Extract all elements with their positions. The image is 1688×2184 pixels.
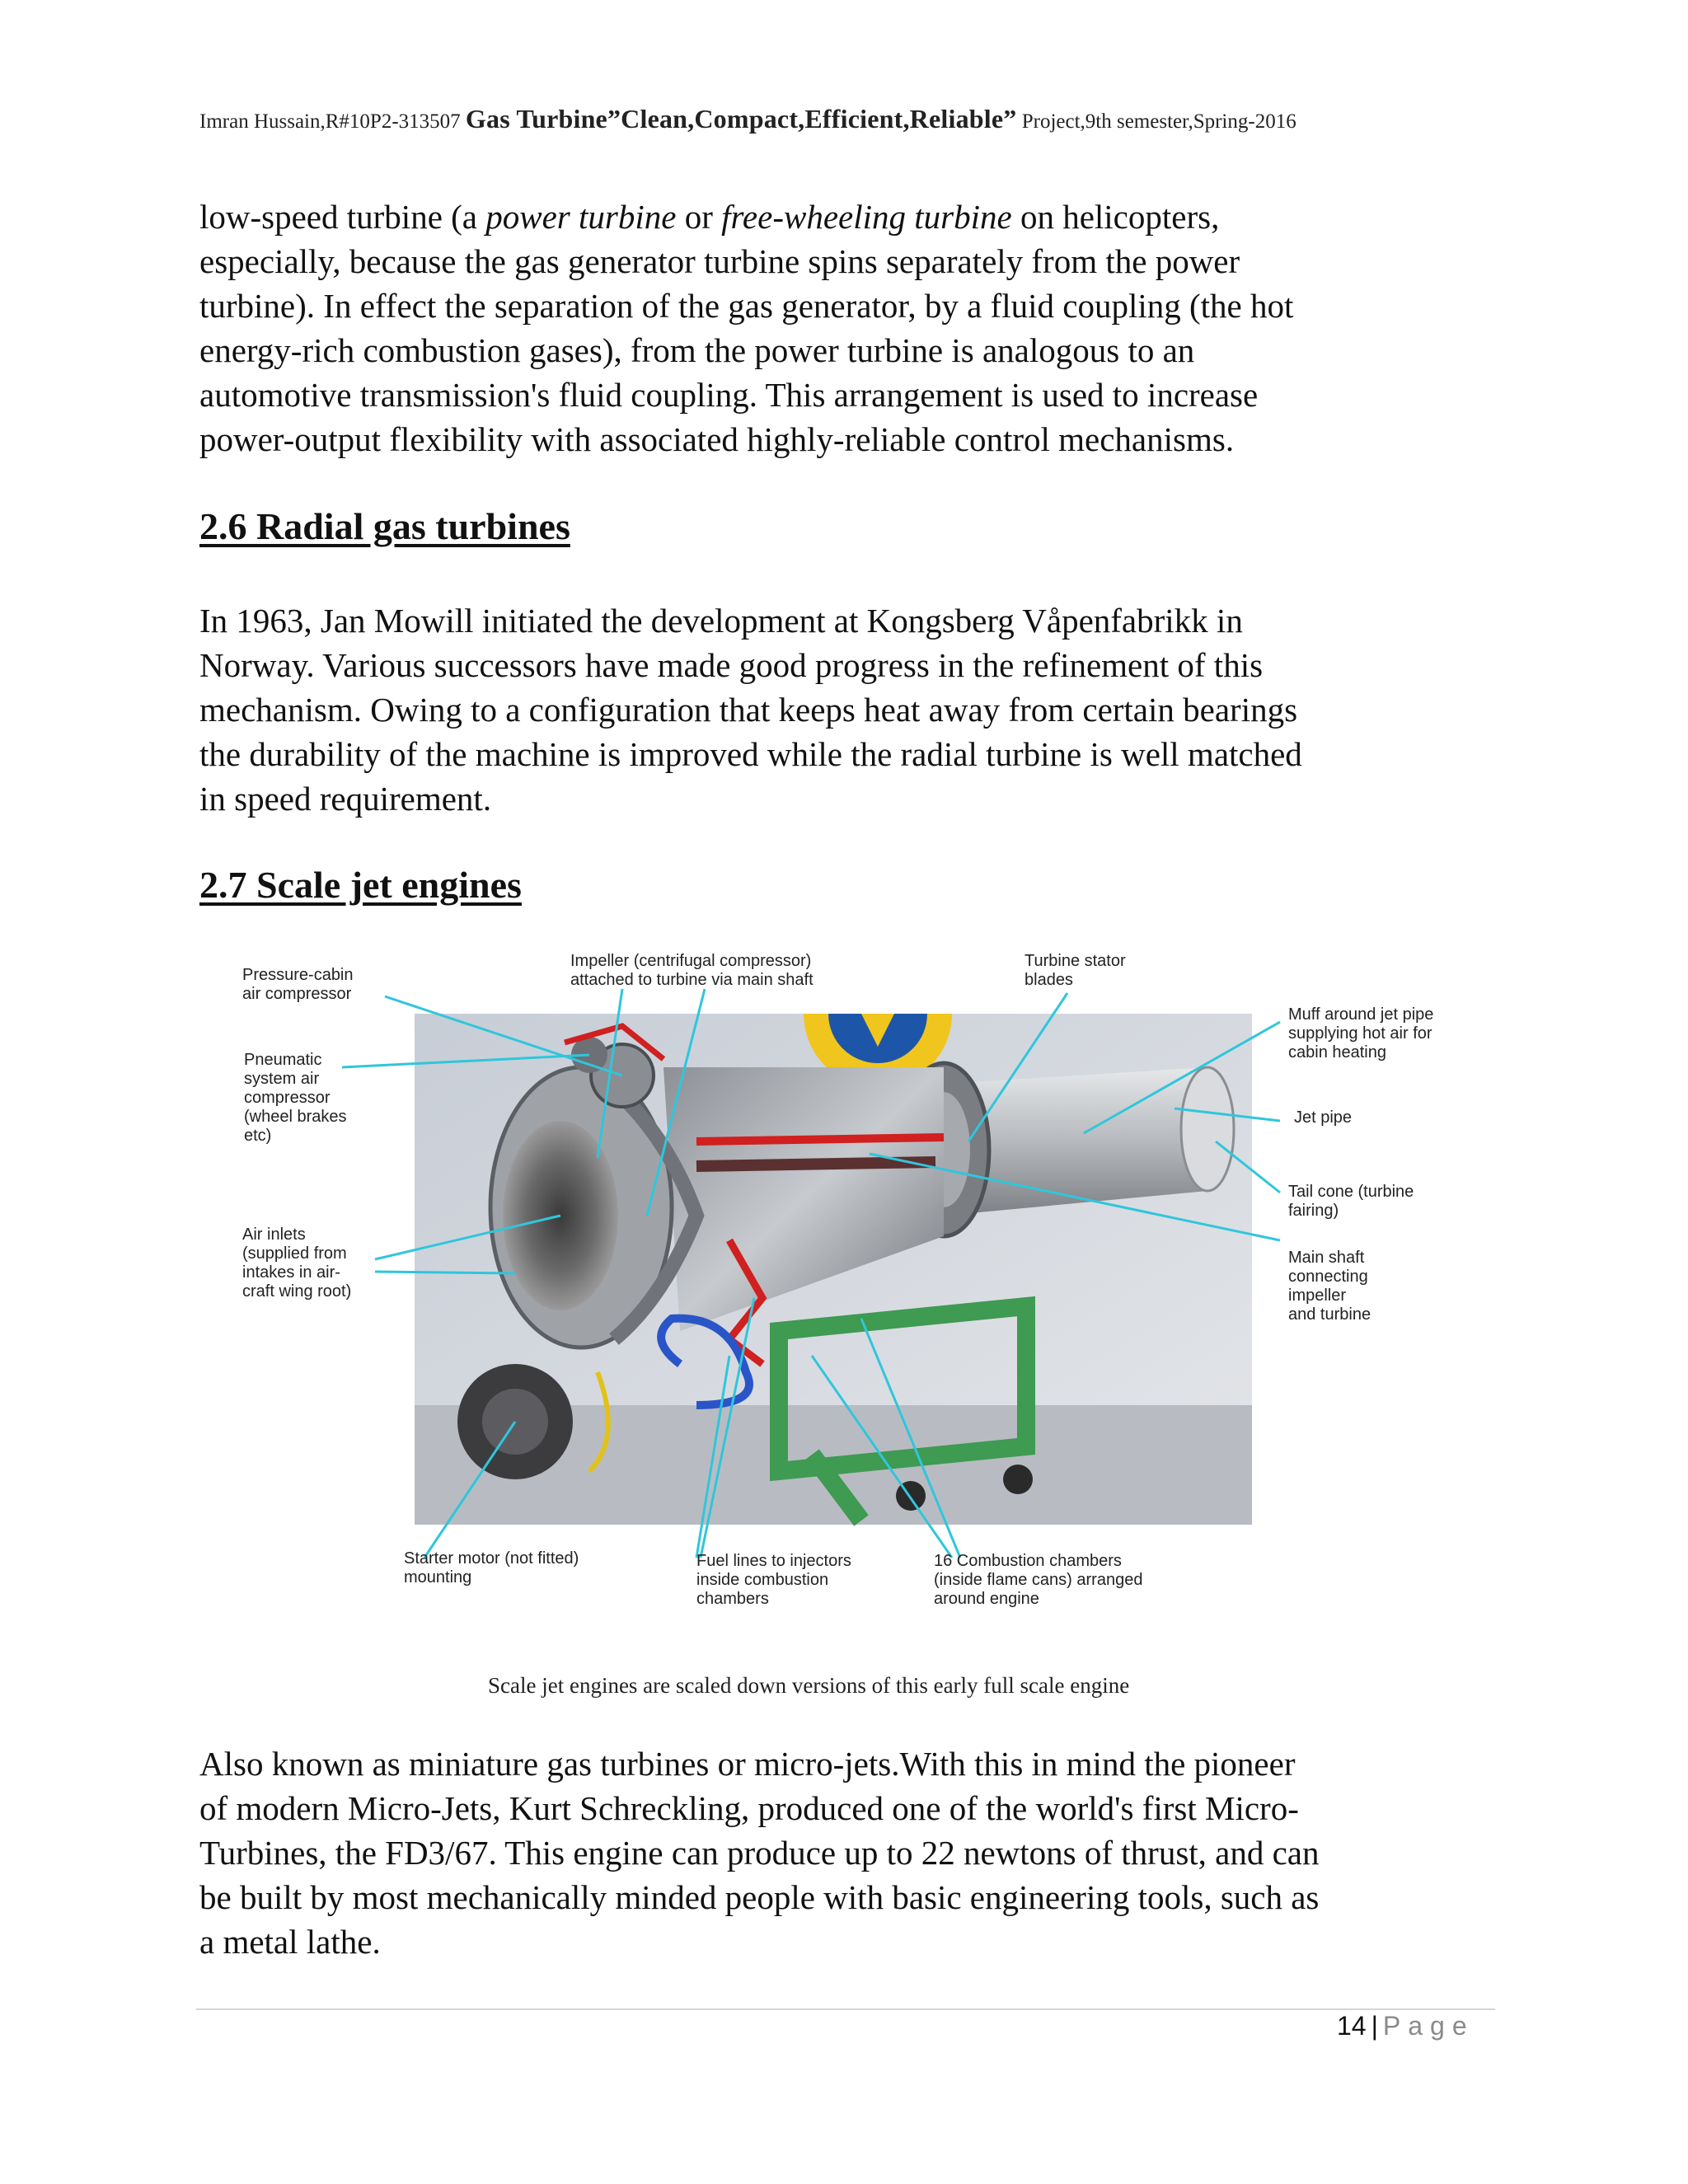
- text-line: automotive transmission's fluid coupling. This arrangement is used to increase: [199, 376, 1259, 414]
- label-pneumatic-compressor: Pneumatic system air compressor (wheel brakes etc): [244, 1051, 347, 1145]
- section-2-6-paragraph: [199, 598, 1502, 821]
- header-project: Project,9th semester,Spring-2016: [1021, 110, 1296, 133]
- main-shaft: [696, 1162, 935, 1166]
- text-line: especially, because the gas generator turbine spins separately from the power: [199, 242, 1240, 280]
- intro-paragraph: [199, 194, 1502, 462]
- page-footer: [1337, 2011, 1475, 2041]
- text-line: Norway. Various successors have made good progress in the refinement of this: [199, 646, 1264, 684]
- label-turbine-stator: Turbine stator blades: [1025, 952, 1126, 989]
- text-line: be built by most mechanically minded people with basic engineering tools, such as: [199, 1878, 1320, 1916]
- footer-divider: [196, 2008, 1495, 2010]
- text-line: of modern Micro-Jets, Kurt Schreckling, produced one of the world's first Micro-: [199, 1789, 1299, 1827]
- text-line: low-speed turbine (a power turbine or free-wheeling turbine on helicopters,: [199, 198, 1220, 236]
- text-line: a metal lathe.: [199, 1923, 381, 1961]
- text-line: the durability of the machine is improved while the radial turbine is well matched: [199, 735, 1302, 773]
- text-line: power-output flexibility with associated highly-reliable control mechanisms.: [199, 420, 1235, 458]
- text-line: turbine). In effect the separation of the gas generator, by a fluid coupling (the hot: [199, 287, 1294, 325]
- header-title: Gas Turbine”Clean,Compact,Efficient,Reliable”: [465, 104, 1017, 134]
- page-word: Page: [1382, 2011, 1475, 2041]
- label-pressure-cabin-compressor: Pressure-cabin air compressor: [242, 966, 354, 1003]
- jet-engine-figure: [235, 944, 1481, 1619]
- main-shaft-highlight: [696, 1137, 944, 1141]
- page-separator: |: [1371, 2011, 1378, 2041]
- running-header: [199, 104, 1485, 134]
- section-heading-2-6: 2.6 Radial gas turbines: [199, 505, 570, 547]
- label-impeller: Impeller (centrifugal compressor) attached to turbine via main shaft: [570, 952, 814, 989]
- text-line: Also known as miniature gas turbines or micro-jets.With this in mind the pioneer: [199, 1745, 1296, 1783]
- text-line: Turbines, the FD3/67. This engine can produce up to 22 newtons of thrust, and can: [199, 1834, 1320, 1872]
- figure-caption: Scale jet engines are scaled down versions of this early full scale engine: [488, 1673, 1130, 1698]
- text-line: energy-rich combustion gases), from the power turbine is analogous to an: [199, 331, 1195, 369]
- label-starter-motor: Starter motor (not fitted) mounting: [404, 1549, 579, 1586]
- section-heading-2-7: 2.7 Scale jet engines: [199, 864, 522, 906]
- label-combustion-chambers: 16 Combustion chambers (inside flame cans) arranged around engine: [934, 1552, 1143, 1608]
- section-2-7-paragraph: [199, 1741, 1502, 1964]
- label-air-inlets: Air inlets (supplied from intakes in air- craft wing root): [242, 1226, 352, 1301]
- text-line: mechanism. Owing to a configuration that keeps heat away from certain bearings: [199, 691, 1298, 729]
- label-tail-cone: Tail cone (turbine fairing): [1288, 1183, 1414, 1220]
- page-number: 14: [1337, 2011, 1367, 2041]
- label-muff-jet-pipe: Muff around jet pipe supplying hot air for cabin heating: [1288, 1005, 1434, 1062]
- label-jet-pipe: Jet pipe: [1294, 1108, 1353, 1127]
- tail-cone: [1181, 1067, 1234, 1191]
- header-author: Imran Hussain,R#10P2-313507: [199, 110, 461, 133]
- label-fuel-lines: Fuel lines to injectors inside combustion chambers: [696, 1552, 851, 1608]
- text-line: in speed requirement.: [199, 780, 492, 818]
- text-line: In 1963, Jan Mowill initiated the development at Kongsberg Våpenfabrikk in: [199, 602, 1243, 640]
- label-main-shaft: Main shaft connecting impeller and turbine: [1288, 1249, 1372, 1324]
- stand-wheel: [1003, 1465, 1033, 1494]
